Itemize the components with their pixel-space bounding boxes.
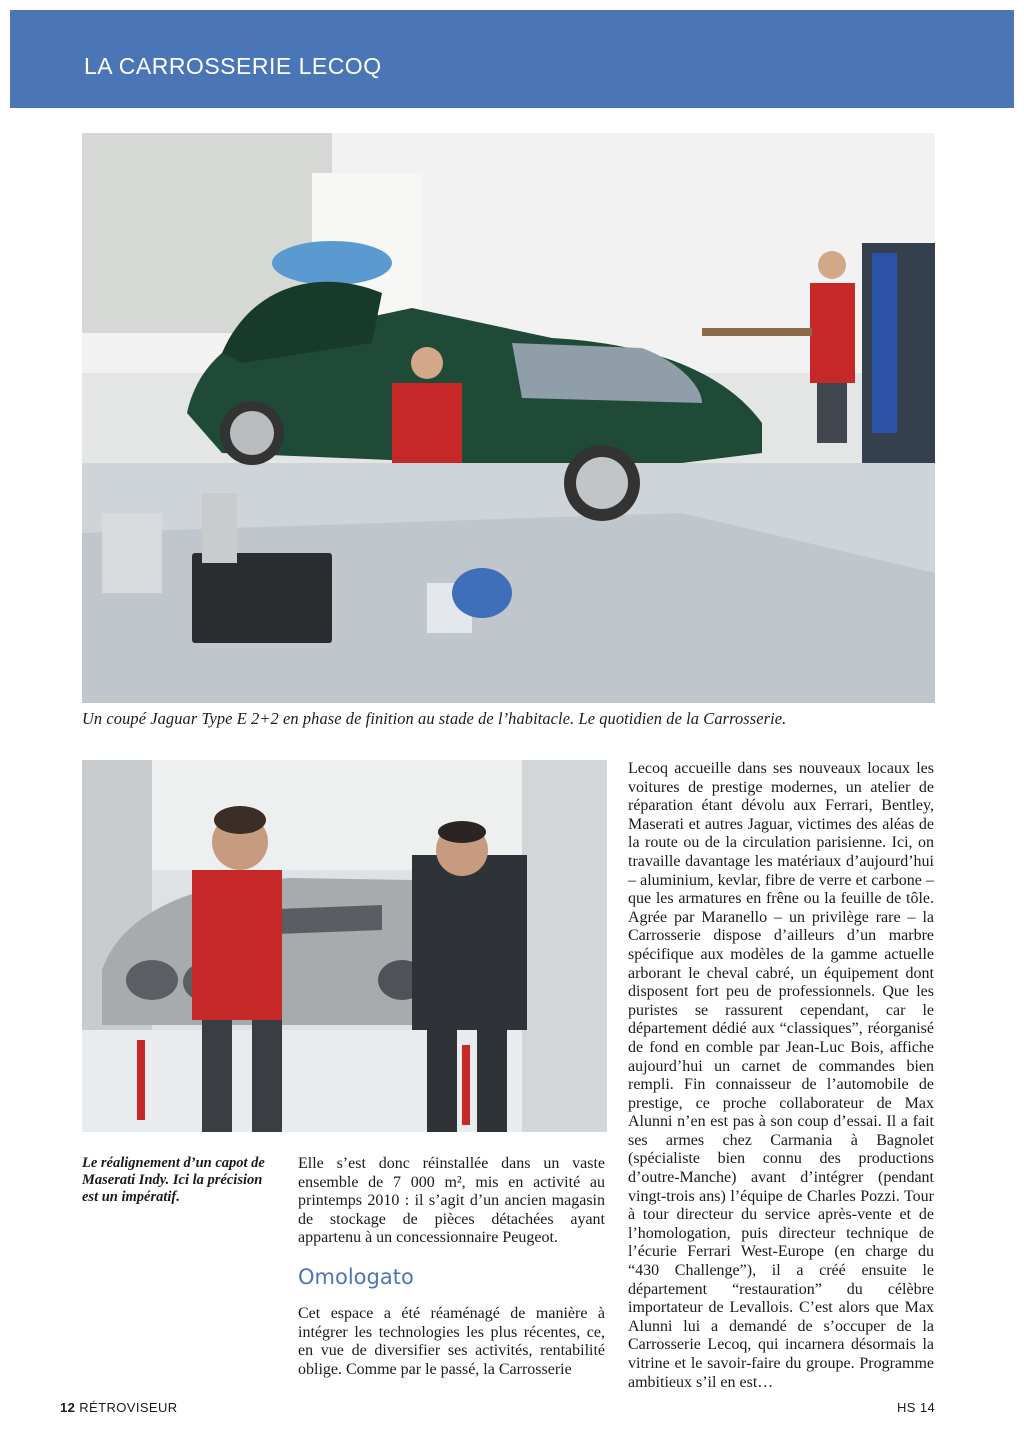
page-header-title: LA CARROSSERIE LECOQ (84, 53, 382, 79)
magazine-name: RÉTROVISEUR (79, 1400, 178, 1415)
article-right-column (628, 760, 934, 1392)
section-subheading: Omologato (298, 1265, 414, 1289)
article-middle-column-intro (298, 1155, 605, 1248)
page-number: 12 (60, 1400, 76, 1415)
jaguar-photo-caption: Un coupé Jaguar Type E 2+2 en phase de finition au stade de l’habitacle. Le quotidien de la Carrosserie. (82, 709, 787, 728)
article-middle-column-section (298, 1305, 605, 1379)
middle-column-section-text: Cet espace a été réaménagé de manière à intégrer les technologies les plus récentes, ce, en vue de diversifier ses activités, rentabilité oblige. Comme par le passé, la Carrosserie (298, 1305, 605, 1378)
right-column-text: Lecoq accueille dans ses nouveaux locaux les voitures de prestige modernes, un atelier de réparation étant dévolu aux Ferrari, Bentley, Maserati et autres Jaguar, victimes des aléas de la route ou de la circulation parisienne. Ici, on travaille davantage les matériaux d’aujourd’hui – aluminium, kevlar, fibre de verre et carbone – que les armatures en frêne ou la feuille de tôle. Agrée par Maranello – un privilège rare – la Carrosserie dispose d’ailleurs d’un marbre spécifique aux modèles de la gamme actuelle arborant le cheval cabré, un équipement dont disposent fort peu de professionnels. Que les puristes se rassurent cependant, car le département dédié aux “classiques”, réorganisé de fond en comble par Jean-Luc Bois, affiche aujourd’hui un carnet de commandes bien rempli. Fin connaisseur de l’automobile de prestige, ce proche collaborateur de Max Alunni n’en est pas à son coup d’essai. Il a fait ses armes chez Carmania à Bagnolet (spécialiste bien connu des productions d’outre-Manche) avant d’intégrer (pendant vingt-trois ans) l’équipe de Charles Pozzi. Tour à tour directeur du service après-vente et de l’homologation, puis directeur technique de l’écurie Ferrari West-Europe (en charge du “430 Challenge”), il a créé ensuite le département “restauration” du célèbre importateur de Levallois. C’est alors que Max Alunni lui a demandé de s’occuper de la Carrosserie Lecoq, qui incarnera désormais la vitrine et le savoir-faire du groupe. Programme ambitieux s’il en est… (628, 760, 934, 1391)
jaguar-workshop-photo (82, 133, 935, 703)
footer-folio (60, 1400, 178, 1415)
footer-issue: HS 14 (897, 1400, 936, 1415)
maserati-photo-caption: Le réalignement d’un capot de Maserati Indy. Ici la précision est un impératif. (82, 1155, 265, 1205)
middle-column-intro-text: Elle s’est donc réinstallée dans un vaste ensemble de 7 000 m², mis en activité au printemps 2010 : il s’agit d’un ancien magasin de stockage de pièces détachées ayant appartenu à un concessionnaire Peugeot. (298, 1155, 605, 1247)
maserati-indy-photo (82, 760, 607, 1132)
